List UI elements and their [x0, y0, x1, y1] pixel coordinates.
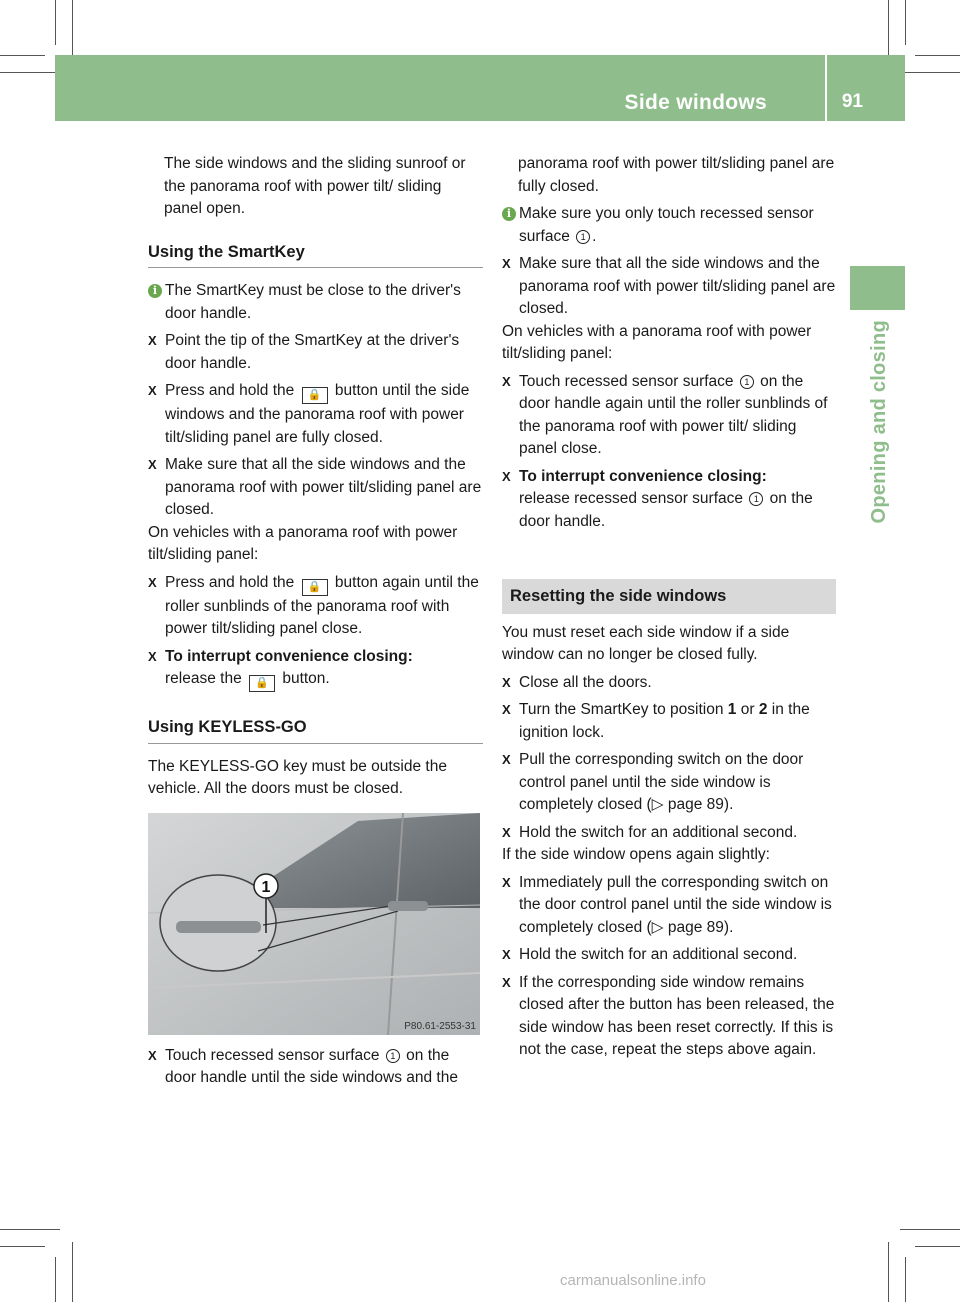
- info-icon: i: [502, 207, 516, 221]
- bullet-icon: X: [502, 256, 511, 271]
- step-text: Make sure that all the side windows and the panorama roof with power tilt/sliding panel are closed.: [165, 456, 482, 518]
- paragraph: On vehicles with a panorama roof with power tilt/sliding panel:: [148, 523, 458, 563]
- bullet-icon: X: [502, 373, 511, 389]
- step-text: Touch recessed sensor surface: [165, 1046, 380, 1064]
- paragraph: On vehicles with a panorama roof with power tilt/sliding panel:: [502, 322, 812, 362]
- step-text: button again until the roller sunblinds of the panorama roof with power tilt/sliding panel close.: [165, 573, 479, 637]
- paragraph: The KEYLESS-GO key must be outside the vehicle. All the doors must be closed.: [148, 757, 447, 797]
- step-text: on the door handle.: [519, 490, 813, 530]
- step-text: Touch recessed sensor surface: [519, 372, 734, 390]
- crop-mark: [888, 0, 889, 60]
- step-text: or: [740, 701, 755, 718]
- bullet-icon: X: [502, 702, 511, 717]
- crop-mark: [72, 0, 73, 60]
- list-item: [502, 672, 836, 695]
- crop-mark: [905, 0, 906, 45]
- callout-1-icon: 1: [576, 230, 590, 244]
- watermark-link[interactable]: carmanualsonline.info: [560, 1272, 706, 1289]
- heading-resetting: Resetting the side windows: [502, 579, 836, 614]
- list-item: [502, 466, 836, 534]
- heading-smartkey: Using the SmartKey: [148, 241, 483, 269]
- side-tab-label: Opening and closing: [868, 320, 890, 524]
- side-tab-marker: [850, 266, 905, 310]
- lock-icon: 🔒: [302, 579, 328, 596]
- bullet-icon: X: [502, 947, 511, 962]
- step-text: release the: [165, 670, 242, 687]
- callout-1-icon: 1: [740, 375, 754, 389]
- crop-mark: [915, 1246, 960, 1247]
- page-header: [55, 55, 905, 121]
- continued-text: panorama roof with power tilt/sliding panel are fully closed.: [518, 155, 835, 195]
- bullet-icon: X: [148, 1047, 157, 1063]
- bullet-icon: X: [148, 383, 157, 398]
- list-item: [148, 1045, 483, 1090]
- page-number: 91: [841, 91, 863, 112]
- paragraph: If the side window opens again slightly:: [502, 846, 770, 863]
- crop-mark: [0, 1229, 60, 1230]
- bullet-icon: X: [502, 974, 511, 990]
- list-item: [502, 822, 836, 845]
- door-handle-image: [148, 813, 480, 1035]
- crop-mark: [55, 1257, 56, 1302]
- step-text: Pull the corresponding switch on the door control panel until the side window is completely closed (▷ page 89).: [519, 751, 804, 813]
- info-text: The SmartKey must be close to the driver's door handle.: [165, 282, 461, 322]
- crop-mark: [55, 0, 56, 45]
- list-item: [502, 972, 836, 1062]
- step-text: Press and hold the: [165, 573, 295, 591]
- list-item: [148, 330, 483, 375]
- step-text: on the door handle again until the roller sunblinds of the panorama roof with power tilt/ sliding panel close.: [519, 372, 828, 457]
- position-2: 2: [758, 701, 768, 718]
- bullet-icon: X: [502, 874, 511, 890]
- step-text: button until the side windows and the panorama roof with power tilt/sliding panel are fully closed.: [165, 382, 470, 446]
- bullet-icon: X: [502, 674, 511, 690]
- step-text: release recessed sensor surface: [519, 490, 744, 507]
- paragraph: You must reset each side window if a side window can no longer be closed fully.: [502, 623, 790, 663]
- crop-mark: [888, 1242, 889, 1302]
- position-1: 1: [727, 701, 737, 718]
- list-item: [502, 872, 836, 940]
- step-text: Hold the switch for an additional second.: [519, 823, 798, 841]
- bullet-icon: X: [502, 824, 511, 840]
- list-item: [148, 572, 483, 641]
- step-text: Immediately pull the corresponding switch on the door control panel until the side window is completely closed (▷ page 89).: [519, 873, 832, 936]
- list-item: [148, 380, 483, 449]
- lock-icon: 🔒: [249, 675, 275, 692]
- crop-mark: [915, 55, 960, 56]
- interrupt-title: To interrupt convenience closing:: [165, 647, 413, 665]
- header-divider: [825, 55, 827, 121]
- bullet-icon: X: [148, 333, 157, 348]
- info-icon: i: [148, 284, 162, 298]
- door-handle-illustration: [148, 813, 480, 1035]
- info-text: .: [592, 227, 597, 245]
- step-text: Close all the doors.: [519, 673, 652, 691]
- list-item: [148, 646, 483, 693]
- info-note: [148, 280, 483, 325]
- right-column: [502, 153, 836, 1062]
- bullet-icon: X: [148, 648, 157, 664]
- list-item: [502, 944, 836, 967]
- intro-text: The side windows and the sliding sunroof or the panorama roof with power tilt/ sliding panel open.: [164, 155, 466, 217]
- list-item: [502, 749, 836, 817]
- bullet-icon: X: [502, 752, 511, 767]
- step-text: in the ignition lock.: [519, 701, 810, 741]
- step-text: Press and hold the: [165, 382, 295, 399]
- step-text: Hold the switch for an additional second.: [519, 946, 798, 963]
- bullet-icon: X: [148, 574, 157, 590]
- info-note: [502, 203, 836, 248]
- step-text: Turn the SmartKey to position: [519, 701, 724, 718]
- crop-mark: [0, 72, 60, 73]
- left-column: [148, 153, 483, 1090]
- crop-mark: [72, 1242, 73, 1302]
- callout-1-icon: 1: [386, 1049, 400, 1063]
- lock-icon: 🔒: [302, 387, 328, 404]
- step-text: on the door handle until the side windows and the: [165, 1046, 458, 1086]
- info-text: Make sure you only touch recessed sensor surface: [519, 205, 814, 245]
- image-code: P80.61-2553-31: [404, 1020, 476, 1032]
- section-title: Side windows: [624, 91, 767, 114]
- list-item: [502, 253, 836, 321]
- step-text: Make sure that all the side windows and the panorama roof with power tilt/sliding panel are closed.: [519, 255, 836, 317]
- step-text: If the corresponding side window remains closed after the button has been released, the side window has been reset correctly. If this is not the case, repeat the steps above again.: [519, 973, 835, 1058]
- side-tab: [846, 320, 906, 720]
- crop-mark: [900, 1229, 960, 1230]
- list-item: [148, 454, 483, 522]
- interrupt-title: To interrupt convenience closing:: [519, 467, 767, 485]
- callout-1-icon: 1: [749, 492, 763, 506]
- list-item: [502, 371, 836, 461]
- crop-mark: [905, 1257, 906, 1302]
- bullet-icon: X: [502, 468, 511, 484]
- crop-mark: [900, 72, 960, 73]
- callout-number: 1: [261, 878, 271, 896]
- list-item: [502, 699, 836, 744]
- heading-keyless-go: Using KEYLESS-GO: [148, 716, 483, 744]
- step-text: Point the tip of the SmartKey at the driver's door handle.: [165, 332, 460, 372]
- bullet-icon: X: [148, 457, 157, 472]
- step-text: button.: [282, 670, 330, 687]
- crop-mark: [0, 1246, 45, 1247]
- crop-mark: [0, 55, 45, 56]
